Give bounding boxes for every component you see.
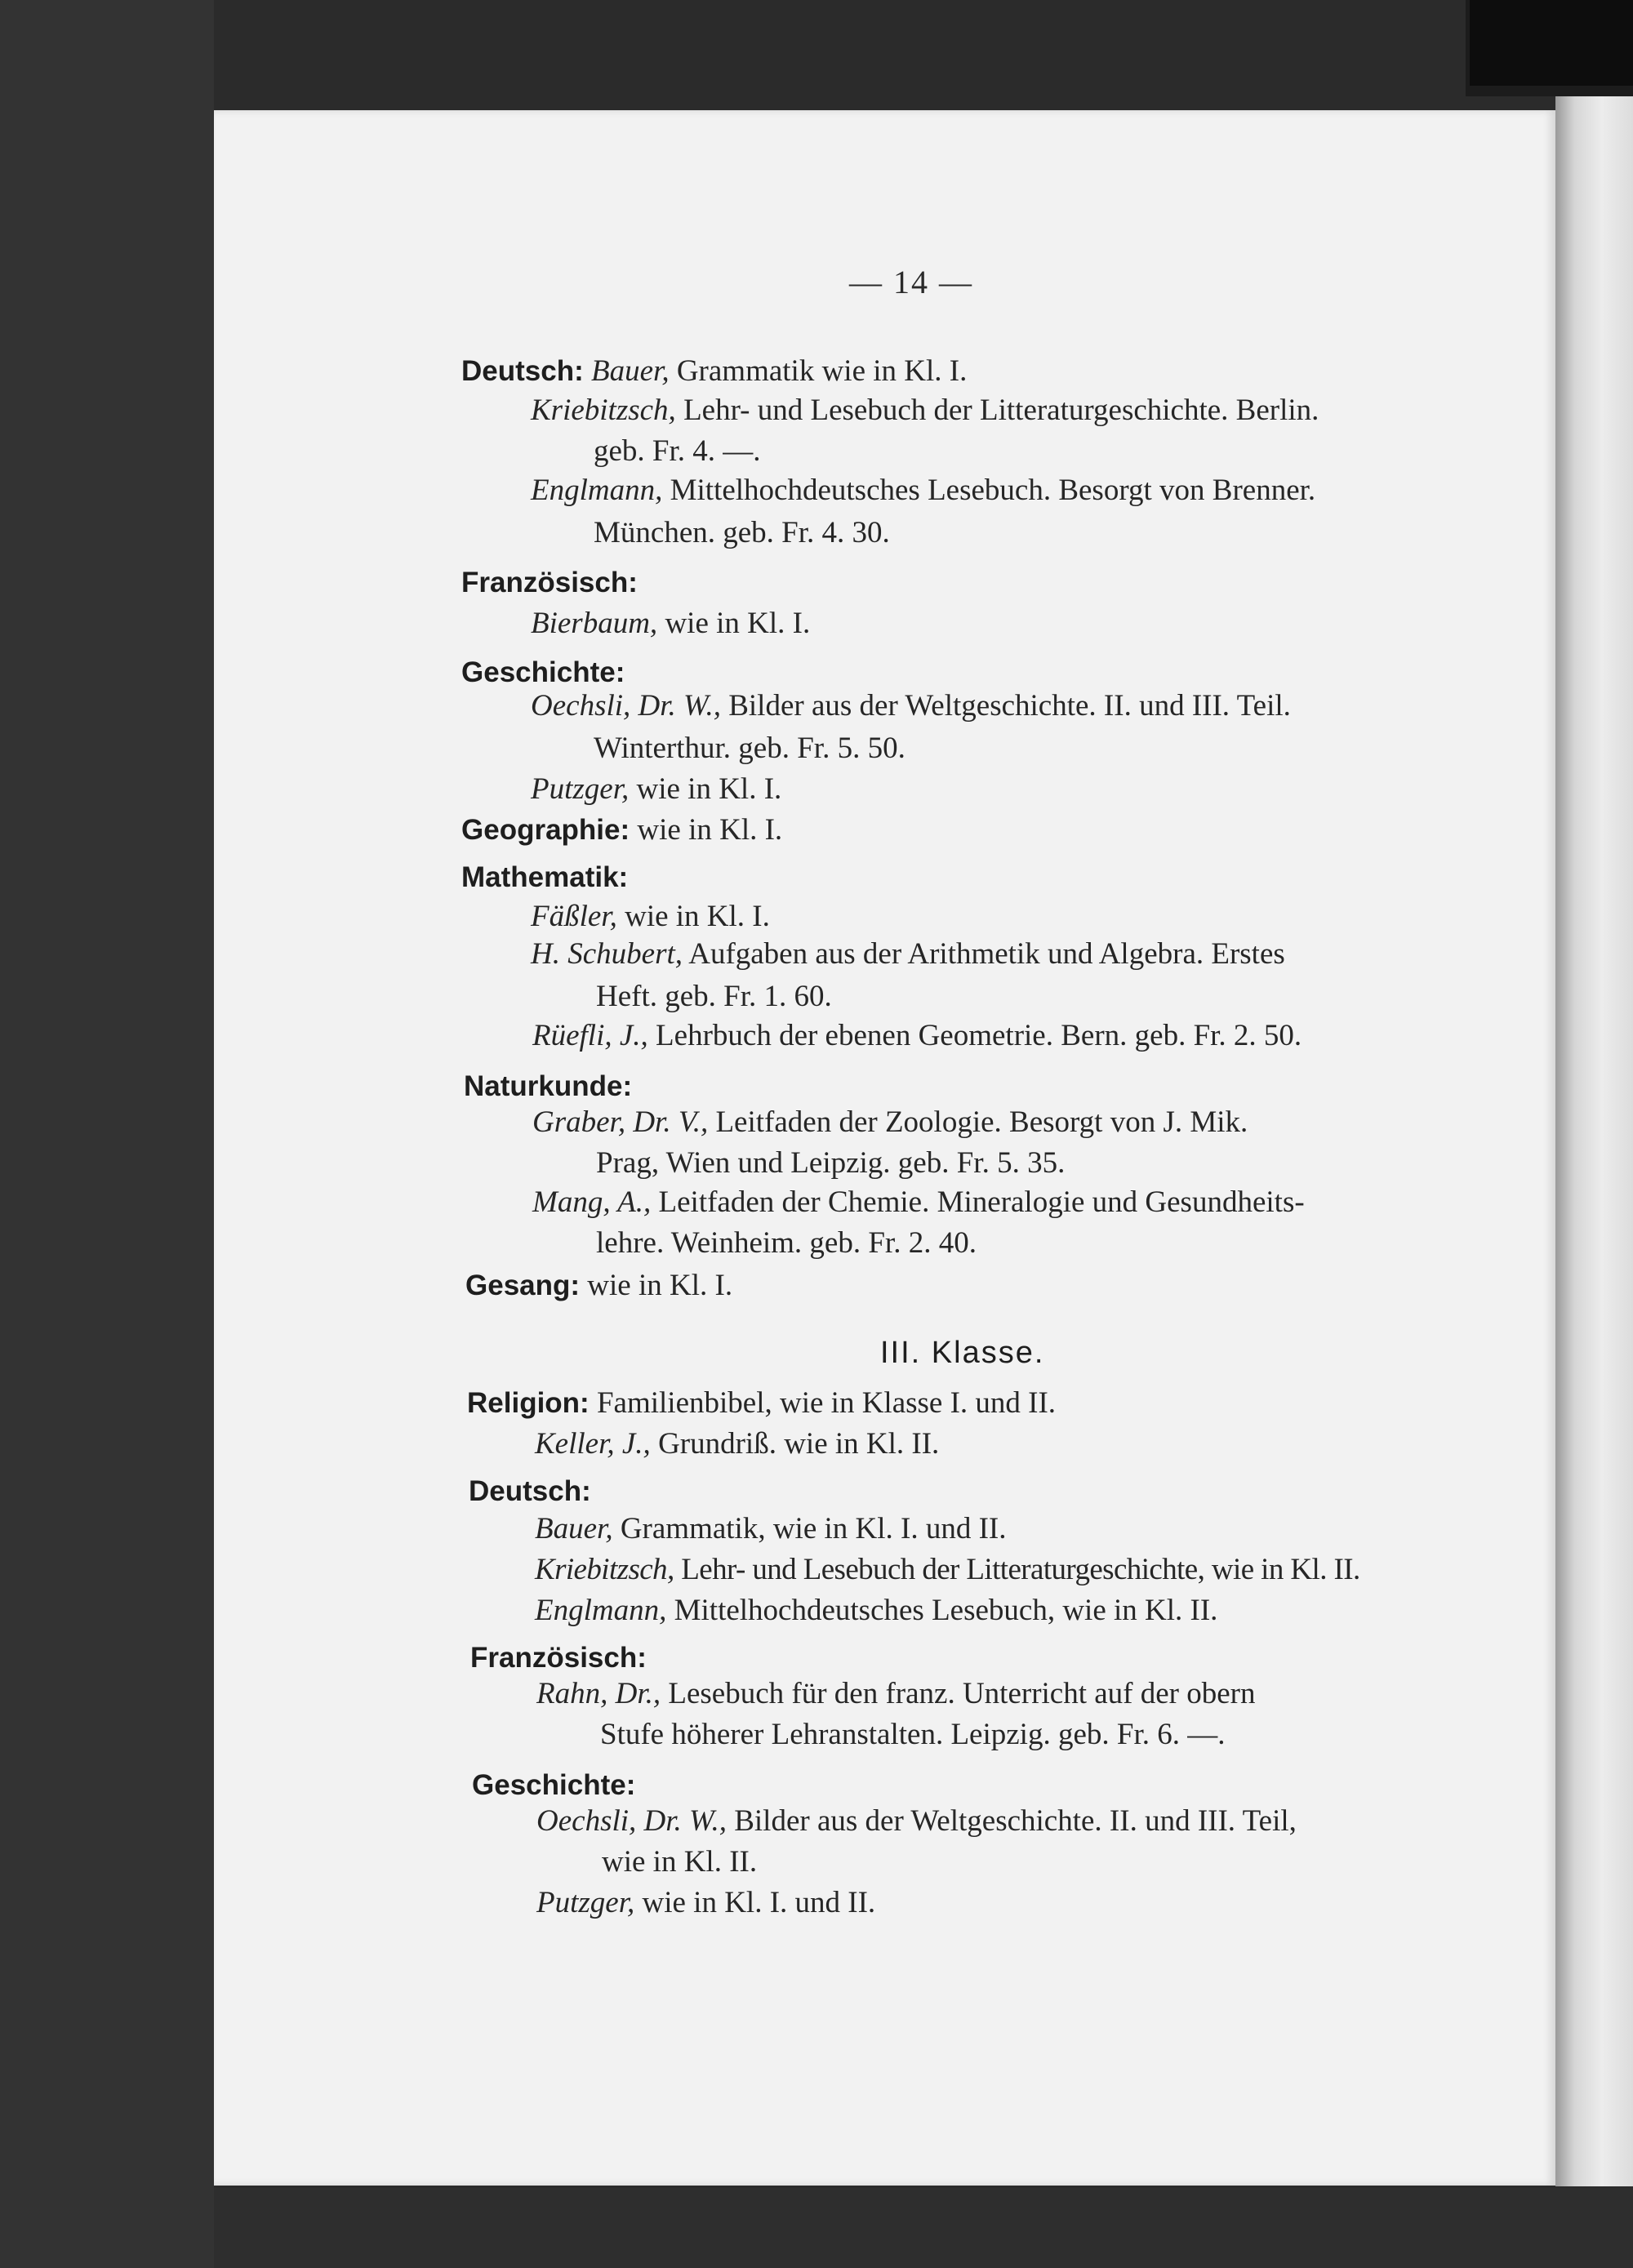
text-line <box>535 1425 939 1464</box>
line-text: Mittelhochdeutsches Lesebuch, wie in Kl. II. <box>674 1594 1218 1627</box>
text-line <box>536 1674 1255 1714</box>
text-line <box>531 770 781 809</box>
line-text: Mittelhochdeutsches Lesebuch. Besorgt von Brenner. <box>670 474 1316 507</box>
author: Kriebitzsch, <box>535 1553 674 1586</box>
line-text: geb. Fr. 4. —. <box>594 434 761 468</box>
text-line <box>531 935 1285 974</box>
text-line <box>532 1183 1305 1222</box>
author: Englmann, <box>535 1594 667 1627</box>
line-text: Leitfaden der Chemie. Mineralogie und Gesundheits- <box>658 1185 1305 1219</box>
text-line <box>535 1550 1360 1590</box>
line-text: Grammatik wie in Kl. I. <box>676 354 968 388</box>
text-line <box>531 897 770 936</box>
author: Kriebitzsch, <box>531 394 676 427</box>
text-line <box>470 1639 647 1678</box>
text-line <box>531 391 1319 430</box>
text-line <box>472 1766 635 1805</box>
subject-heading: Gesang: <box>465 1270 581 1301</box>
text-line <box>536 1883 875 1923</box>
line-text: wie in Kl. I. <box>665 607 811 640</box>
text-line <box>536 1802 1297 1841</box>
line-text: Bilder aus der Weltgeschichte. II. und III. Teil. <box>728 689 1291 723</box>
author: Bauer, <box>591 354 670 388</box>
text-line <box>594 514 890 553</box>
subject-heading: Geographie: <box>461 814 630 846</box>
author: Oechsli, Dr. W., <box>536 1804 727 1838</box>
text-line <box>461 811 782 850</box>
line-text: Bilder aus der Weltgeschichte. II. und III. Teil, <box>734 1804 1297 1838</box>
facing-page-edge <box>1555 96 1633 2186</box>
text-line <box>531 687 1291 726</box>
author: Mang, A., <box>532 1185 652 1219</box>
section-title: III. Klasse. <box>880 1336 1045 1370</box>
author: Bauer, <box>535 1512 613 1545</box>
scan-background-corner <box>1470 0 1633 86</box>
line-text: Lehr- und Lesebuch der Litteraturgeschichte, wie in Kl. II. <box>681 1553 1360 1586</box>
line-text: wie in Kl. I. <box>636 772 782 806</box>
line-text: wie in Kl. I. <box>637 813 783 847</box>
line-text: Leitfaden der Zoologie. Besorgt von J. Mik. <box>715 1105 1248 1139</box>
line-text: Familienbibel, wie in Klasse I. und II. <box>596 1386 1057 1420</box>
subject-heading: Französisch: <box>461 567 638 598</box>
line-text: wie in Kl. II. <box>602 1845 758 1879</box>
scan-background-left <box>0 0 214 2268</box>
subject-heading: Französisch: <box>470 1642 647 1674</box>
line-text: wie in Kl. I. <box>625 900 770 933</box>
text-line <box>531 471 1315 510</box>
subject-heading: Geschichte: <box>461 656 625 688</box>
page-number: — 14 — <box>849 264 973 300</box>
subject-heading: Mathematik: <box>461 861 629 893</box>
author: Rahn, Dr., <box>536 1677 661 1710</box>
line-text: Prag, Wien und Leipzig. geb. Fr. 5. 35. <box>596 1146 1066 1180</box>
line-text: Winterthur. geb. Fr. 5. 50. <box>594 732 905 765</box>
text-line <box>600 1715 1225 1754</box>
line-text: Stufe höherer Lehranstalten. Leipzig. geb. Fr. 6. —. <box>600 1718 1226 1751</box>
line-text: Grammatik, wie in Kl. I. und II. <box>620 1512 1007 1545</box>
text-line <box>594 729 905 768</box>
text-line <box>596 1224 977 1263</box>
text-line <box>464 1067 632 1106</box>
text-line <box>461 563 638 603</box>
line-text: lehre. Weinheim. geb. Fr. 2. 40. <box>596 1226 977 1260</box>
text-line <box>469 1472 591 1511</box>
subject-heading: Naturkunde: <box>464 1070 633 1102</box>
text-line <box>467 1384 1056 1423</box>
subject-heading: Religion: <box>467 1387 590 1419</box>
line-text: Grundriß. wie in Kl. II. <box>658 1427 940 1461</box>
subject-heading: Geschichte: <box>472 1769 636 1801</box>
text-line <box>594 432 761 471</box>
line-text: Lehrbuch der ebenen Geometrie. Bern. geb. Fr. 2. 50. <box>656 1019 1302 1052</box>
scan-background-bottom <box>214 2188 1633 2268</box>
line-text: Lesebuch für den franz. Unterricht auf der obern <box>668 1677 1256 1710</box>
text-line <box>531 604 810 643</box>
author: Putzger, <box>531 772 630 806</box>
text-line <box>465 1266 732 1305</box>
author: Fäßler, <box>531 900 617 933</box>
author: Rüefli, J., <box>532 1019 648 1052</box>
author: Bierbaum, <box>531 607 658 640</box>
text-line <box>532 1103 1248 1142</box>
text-line <box>596 977 832 1016</box>
text-line <box>532 1016 1302 1056</box>
author: Oechsli, Dr. W., <box>531 689 721 723</box>
line-text: Aufgaben aus der Arithmetik und Algebra. Erstes <box>688 937 1285 971</box>
author: Putzger, <box>536 1886 635 1919</box>
text-line <box>461 858 628 897</box>
line-text: München. geb. Fr. 4. 30. <box>594 516 890 549</box>
text-line <box>596 1144 1065 1183</box>
subject-heading: Deutsch: <box>469 1475 591 1507</box>
text-line <box>535 1591 1217 1630</box>
author: Englmann, <box>531 474 663 507</box>
text-line <box>602 1843 757 1882</box>
author: Graber, Dr. V., <box>532 1105 709 1139</box>
author: H. Schubert, <box>531 937 683 971</box>
author: Keller, J., <box>535 1427 651 1461</box>
line-text: Lehr- und Lesebuch der Litteraturgeschichte. Berlin. <box>683 394 1319 427</box>
line-text: wie in Kl. I. und II. <box>642 1886 876 1919</box>
text-line <box>461 352 967 391</box>
text-line <box>535 1510 1007 1549</box>
subject-heading: Deutsch: <box>461 355 584 387</box>
line-text: wie in Kl. I. <box>587 1269 733 1302</box>
line-text: Heft. geb. Fr. 1. 60. <box>596 980 832 1013</box>
